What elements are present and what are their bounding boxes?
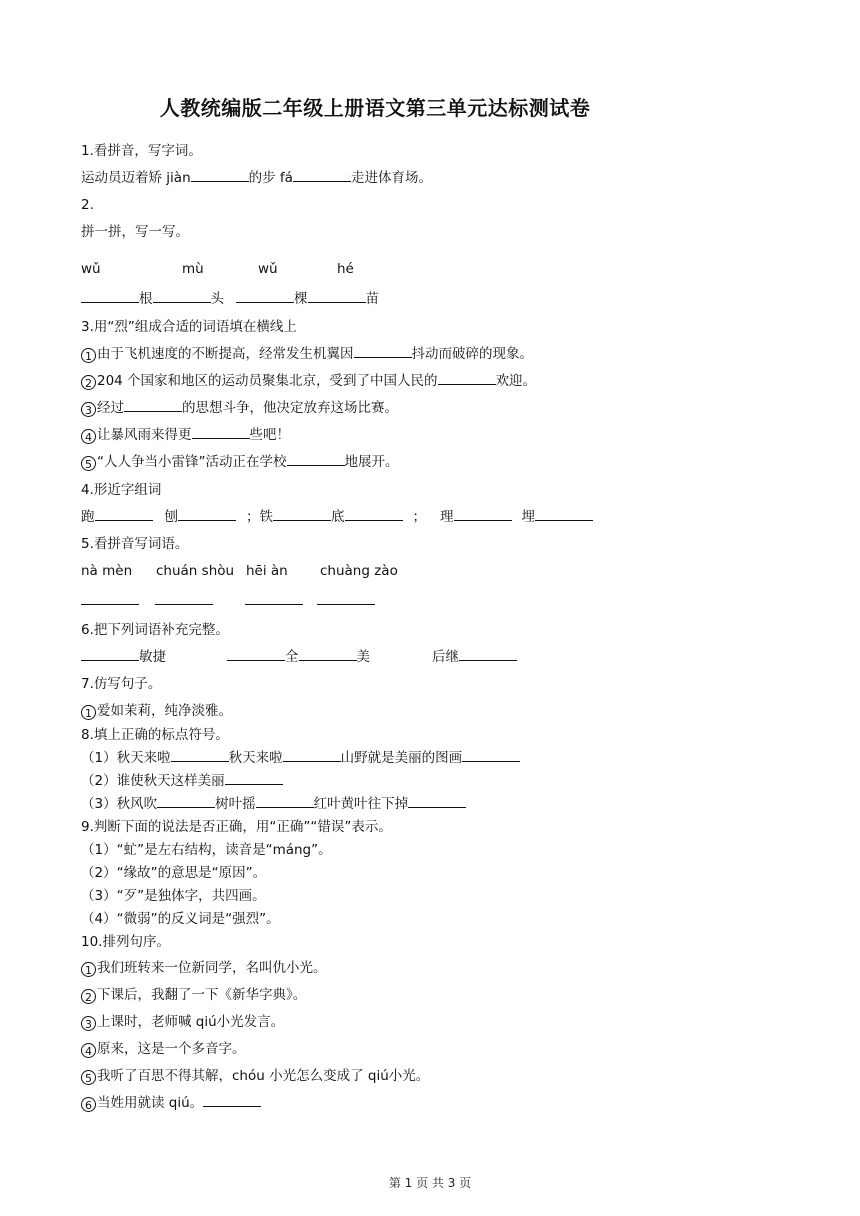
item-text: 我们班转来一位新同学，名叫仇小光。 xyxy=(97,960,327,976)
item-text: 让暴风雨来得更 xyxy=(97,427,192,443)
item-text: 204 个国家和地区的运动员聚集北京，受到了中国人民的 xyxy=(97,373,438,389)
question-10-item xyxy=(81,959,327,977)
pinyin-label: mù xyxy=(182,261,204,277)
question-2-subheading: 拼一拼，写一写。 xyxy=(81,224,189,240)
question-5-blanks xyxy=(81,592,375,610)
item-text: 当姓用就读 qiú。 xyxy=(97,1095,204,1111)
answer-blank[interactable] xyxy=(283,749,341,762)
answer-blank[interactable] xyxy=(317,592,375,605)
question-7-heading: 7.仿写句子。 xyxy=(81,676,162,692)
question-9-item: （3）“歹”是独体字，共四画。 xyxy=(81,888,266,904)
item-text: 抖动而破碎的现象。 xyxy=(411,346,533,362)
answer-blank[interactable] xyxy=(236,290,294,303)
item-text: 欢迎。 xyxy=(495,373,537,389)
question-5-heading: 5.看拼音写词语。 xyxy=(81,536,189,552)
item-text: （1）秋天来啦 xyxy=(81,750,171,766)
item-text: 树叶摇 xyxy=(215,796,256,812)
item-text: 地展开。 xyxy=(344,454,399,470)
pinyin-label: hé xyxy=(337,261,354,277)
item-text: （2）谁使秋天这样美丽 xyxy=(81,773,225,789)
answer-blank[interactable] xyxy=(95,508,153,521)
answer-blank[interactable] xyxy=(293,169,351,182)
question-9-heading: 9.判断下面的说法是否正确，用“正确”“错误”表示。 xyxy=(81,819,392,835)
answer-blank[interactable] xyxy=(287,453,345,466)
circled-number: 2 xyxy=(81,989,96,1004)
circled-number: 1 xyxy=(81,348,96,363)
pinyin-label: wǔ xyxy=(258,261,278,277)
item-text: “人人争当小雷锋”活动正在学校 xyxy=(97,454,287,470)
answer-blank[interactable] xyxy=(225,772,283,785)
question-6-heading: 6.把下列词语补充完整。 xyxy=(81,622,229,638)
question-10-item xyxy=(81,986,306,1004)
answer-blank[interactable] xyxy=(81,592,139,605)
question-9-item: （4）“微弱”的反义词是“强烈”。 xyxy=(81,911,280,927)
question-3-item xyxy=(81,399,398,417)
question-8-item xyxy=(81,795,466,813)
answer-blank[interactable] xyxy=(454,508,512,521)
circled-number: 5 xyxy=(81,456,96,471)
question-4-heading: 4.形近字组词 xyxy=(81,482,162,498)
pinyin-label: hēi àn xyxy=(246,563,288,579)
answer-blank[interactable] xyxy=(273,508,331,521)
answer-blank[interactable] xyxy=(245,592,303,605)
word-text: 敏捷 xyxy=(139,649,166,665)
question-3-item xyxy=(81,345,533,363)
answer-blank[interactable] xyxy=(256,795,314,808)
q2-char: 苗 xyxy=(365,291,379,307)
word-char: 跑 xyxy=(81,509,95,525)
question-8-heading: 8.填上正确的标点符号。 xyxy=(81,727,229,743)
answer-blank[interactable] xyxy=(192,426,250,439)
word-text: 全 xyxy=(285,649,299,665)
word-char: 埋 xyxy=(521,509,535,525)
question-2-heading: 2. xyxy=(81,197,94,213)
item-text: 爱如茉莉，纯净淡雅。 xyxy=(97,703,232,719)
answer-blank[interactable] xyxy=(535,508,593,521)
question-9-item: （1）“虻”是左右结构，读音是“máng”。 xyxy=(81,842,332,858)
question-3-heading: 3.用“烈”组成合适的词语填在横线上 xyxy=(81,319,297,335)
answer-blank[interactable] xyxy=(459,648,517,661)
question-2-line xyxy=(81,290,379,308)
circled-number: 3 xyxy=(81,1016,96,1031)
question-10-item xyxy=(81,1013,284,1031)
answer-blank[interactable] xyxy=(438,372,496,385)
item-text: 些吧！ xyxy=(249,427,290,443)
answer-blank[interactable] xyxy=(124,399,182,412)
circled-number: 4 xyxy=(81,429,96,444)
q1-text-b: 的步 fá xyxy=(248,170,293,186)
word-text: 美 xyxy=(356,649,370,665)
circled-number: 5 xyxy=(81,1070,96,1085)
pinyin-label: nà mèn xyxy=(81,563,133,579)
q1-text-c: 走进体育场。 xyxy=(350,170,432,186)
pinyin-label: chuàng zào xyxy=(320,563,398,579)
question-8-item xyxy=(81,749,520,767)
answer-blank[interactable] xyxy=(308,290,366,303)
item-text: 红叶黄叶往下掉 xyxy=(313,796,409,812)
question-3-item xyxy=(81,453,399,471)
pinyin-label: chuán shòu xyxy=(156,563,235,579)
answer-blank[interactable] xyxy=(299,648,357,661)
circled-number: 1 xyxy=(81,705,96,720)
item-text: （3）秋风吹 xyxy=(81,796,158,812)
item-text: 秋天来啦 xyxy=(228,750,283,766)
answer-blank[interactable] xyxy=(345,508,403,521)
answer-blank[interactable] xyxy=(462,749,520,762)
answer-blank[interactable] xyxy=(227,648,285,661)
answer-blank[interactable] xyxy=(203,1094,261,1107)
question-10-item xyxy=(81,1067,429,1085)
item-text: 我听了百思不得其解，chóu 小光怎么变成了 qiú小光。 xyxy=(97,1068,430,1084)
item-text: 上课时，老师喊 qiú小光发言。 xyxy=(97,1014,285,1030)
item-text: 的思想斗争，他决定放弃这场比赛。 xyxy=(182,400,398,416)
word-char: 刨 xyxy=(164,509,178,525)
word-char: ；铁 xyxy=(246,509,273,525)
page-title: 人教统编版二年级上册语文第三单元达标测试卷 xyxy=(159,96,591,120)
answer-blank[interactable] xyxy=(171,749,229,762)
circled-number: 2 xyxy=(81,375,96,390)
item-text: 由于飞机速度的不断提高，经常发生机翼因 xyxy=(97,346,354,362)
item-text: 经过 xyxy=(97,400,124,416)
answer-blank[interactable] xyxy=(157,795,215,808)
item-text: 山野就是美丽的图画 xyxy=(340,750,463,766)
circled-number: 3 xyxy=(81,402,96,417)
q1-text-a: 运动员迈着矫 jiàn xyxy=(81,170,191,186)
answer-blank[interactable] xyxy=(178,508,236,521)
question-9-item: （2）“缘故”的意思是“原因”。 xyxy=(81,865,267,881)
q2-char: 根 xyxy=(139,291,153,307)
question-10-item xyxy=(81,1040,246,1058)
answer-blank[interactable] xyxy=(155,592,213,605)
word-char: 理 xyxy=(440,509,454,525)
question-6-line xyxy=(81,648,517,666)
circled-number: 1 xyxy=(81,962,96,977)
question-3-item xyxy=(81,372,536,390)
answer-blank[interactable] xyxy=(153,290,211,303)
question-10-heading: 10.排列句序。 xyxy=(81,934,170,950)
answer-blank[interactable] xyxy=(81,648,139,661)
word-char: ； xyxy=(412,509,426,525)
question-8-item xyxy=(81,772,283,790)
answer-blank[interactable] xyxy=(81,290,139,303)
pinyin-label: wǔ xyxy=(81,261,101,277)
q2-char: 棵 xyxy=(294,291,308,307)
question-10-item xyxy=(81,1094,261,1112)
answer-blank[interactable] xyxy=(354,345,412,358)
answer-blank[interactable] xyxy=(191,169,249,182)
question-4-line xyxy=(81,508,593,526)
item-text: 原来，这是一个多音字。 xyxy=(97,1041,246,1057)
word-text: 后继 xyxy=(432,649,459,665)
question-7-item xyxy=(81,702,232,720)
question-3-item xyxy=(81,426,290,444)
answer-blank[interactable] xyxy=(408,795,466,808)
word-char: 底 xyxy=(331,509,345,525)
page-footer: 第 1 页 共 3 页 xyxy=(388,1176,472,1190)
circled-number: 4 xyxy=(81,1043,96,1058)
question-1-heading: 1.看拼音，写字词。 xyxy=(81,143,202,159)
q2-char: 头 xyxy=(210,291,224,307)
question-1-line xyxy=(81,169,432,187)
item-text: 下课后，我翻了一下《新华字典》。 xyxy=(97,987,307,1003)
circled-number: 6 xyxy=(81,1097,96,1112)
